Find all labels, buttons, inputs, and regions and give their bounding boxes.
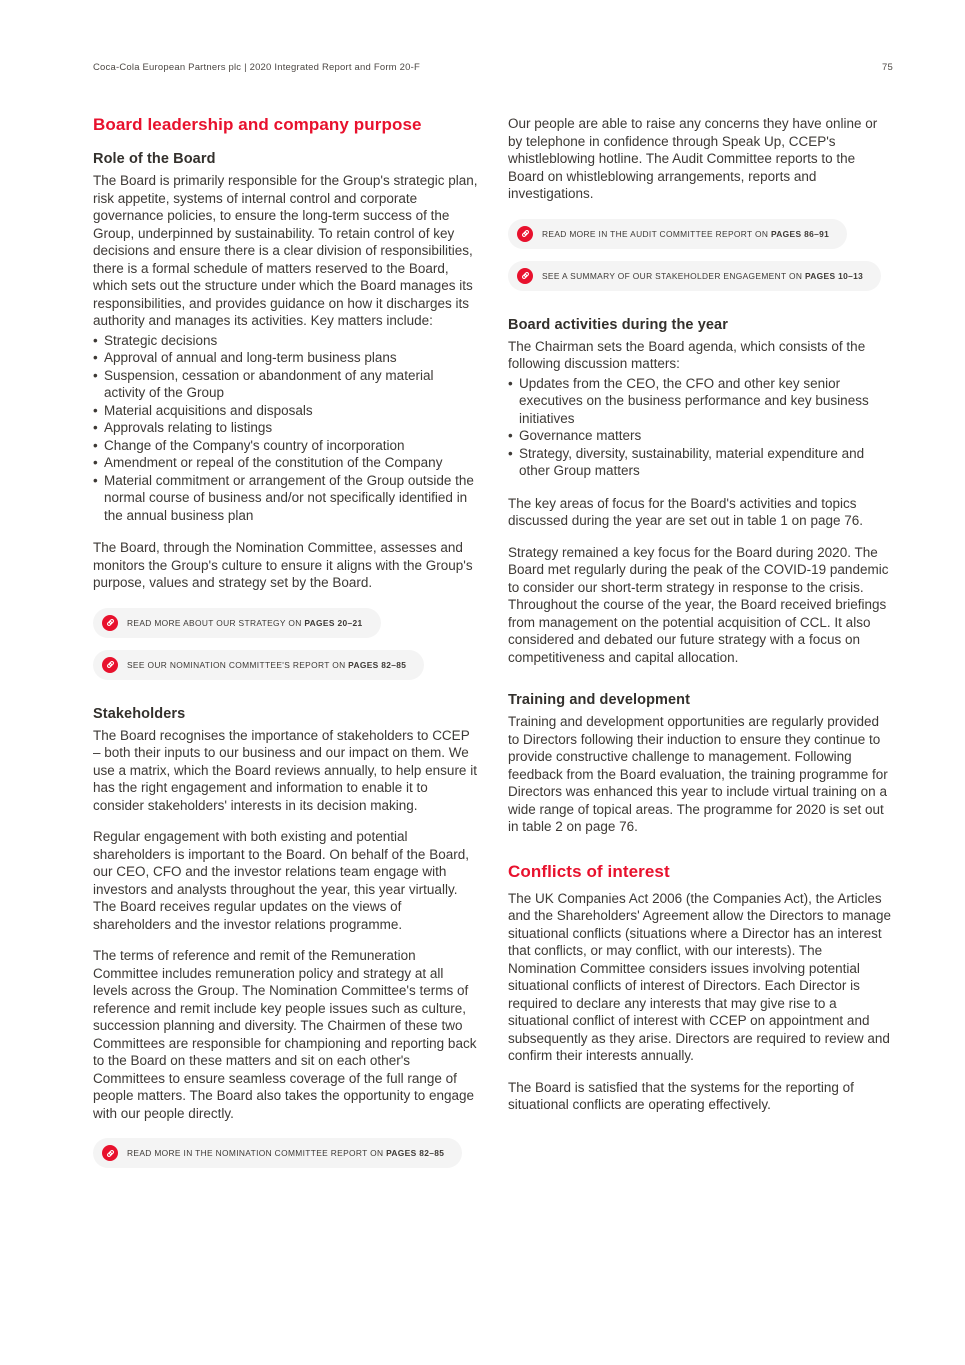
paragraph-stakeholders-1: The Board recognises the importance of stakeholders to CCEP – both their inputs to our business and our impact on them. We use a matrix, which the Board reviews annually, to help ensure it has the right engagement and information to enable it to consider stakeholders' interests in its decision making. bbox=[93, 727, 477, 813]
activities-bullet-list bbox=[508, 375, 893, 480]
crossref-pages: PAGES 82–85 bbox=[386, 1148, 445, 1158]
crossref-pill-audit-committee[interactable] bbox=[508, 219, 847, 249]
crossref-pages: PAGES 82–85 bbox=[348, 659, 407, 670]
list-item: • Change of the Company's country of incorporation bbox=[93, 437, 478, 455]
crossref-pill-nomination-committee[interactable] bbox=[93, 650, 424, 680]
paragraph-speak-up: Our people are able to raise any concerns they have online or by telephone in confidence through Speak Up, CCEP's whistleblowing hotline. The Audit Committee reports to the Board on whistleblowing arrangements, reports and investigations. bbox=[508, 116, 878, 201]
section-title-board-leadership: Board leadership and company purpose bbox=[93, 115, 422, 134]
list-item: • Governance matters bbox=[508, 427, 893, 445]
crossref-label: READ MORE ABOUT OUR STRATEGY ON bbox=[127, 617, 305, 628]
paragraph-training: Training and development opportunities are regularly provided to Directors following their induction to ensure they continue to provide constructive challenge to management. Following feedback from the Board evaluation, the training programme for Directors was enhanced this year to include virtual training on a wide range of topical areas. The programme for 2020 is set out in table 2 on page 76. bbox=[508, 714, 888, 834]
list-item: • Updates from the CEO, the CFO and other key senior executives on the business performance and key business initiatives bbox=[508, 375, 893, 428]
crossref-pages: PAGES 20–21 bbox=[304, 617, 363, 628]
list-item: • Strategy, diversity, sustainability, material expenditure and other Group matters bbox=[508, 445, 893, 480]
crossref-label: READ MORE IN THE NOMINATION COMMITTEE REPORT ON bbox=[127, 1148, 387, 1158]
crossref-label: READ MORE IN THE AUDIT COMMITTEE REPORT ON bbox=[542, 228, 771, 239]
list-item: • Strategic decisions bbox=[93, 332, 478, 350]
subheading-training-development: Training and development bbox=[508, 692, 691, 708]
paragraph-conflicts-1: The UK Companies Act 2006 (the Companies Act), the Articles and the Shareholders' Agreement allow the Directors to manage situational conflicts (situations where a Director has an interest that conflicts, or may conflict, with our interests). The Nomination Committee considers issues involving potential situational conflicts of interest of Directors. Each Director is required to declare any interests that may give rise to a situational conflict of interest with CCEP on appointment and subsequently as they arise. Directors are required to review and confirm their interests annually. bbox=[508, 890, 892, 1063]
crossref-label: SEE OUR NOMINATION COMMITTEE'S REPORT ON bbox=[127, 659, 349, 670]
right-column bbox=[508, 115, 893, 1128]
list-item: • Suspension, cessation or abandonment of any material activity of the Group bbox=[93, 367, 478, 402]
paragraph-role-closing: The Board, through the Nomination Committee, assesses and monitors the Group's culture to ensure it aligns with the Group's purpose, values and strategy set by the Board. bbox=[93, 540, 473, 590]
crossref-pill-text bbox=[127, 660, 406, 670]
subheading-board-activities: Board activities during the year bbox=[508, 316, 728, 333]
crossref-pill-text bbox=[127, 1148, 444, 1158]
subheading-role-of-the-board: Role of the Board bbox=[93, 151, 216, 167]
paragraph-conflicts-2: The Board is satisfied that the systems for the reporting of situational conflicts are operating effectively. bbox=[508, 1079, 854, 1112]
page-header bbox=[93, 62, 893, 73]
two-column-layout bbox=[93, 115, 893, 1180]
crossref-pill-nomination-report[interactable] bbox=[93, 1138, 462, 1168]
subheading-stakeholders: Stakeholders bbox=[93, 705, 186, 722]
list-item: • Approvals relating to listings bbox=[93, 419, 478, 437]
section-title-conflicts-of-interest: Conflicts of interest bbox=[508, 861, 670, 881]
crossref-pill-stakeholder-engagement[interactable] bbox=[508, 261, 881, 291]
crossref-pills bbox=[508, 219, 893, 291]
list-item: • Material commitment or arrangement of the Group outside the normal course of business and/or not specifically identified in the annual business plan bbox=[93, 472, 478, 525]
paragraph-activities-focus: The key areas of focus for the Board's activities and topics discussed during the year are set out in table 1 on page 76. bbox=[508, 495, 863, 528]
paragraph-role-intro: The Board is primarily responsible for the Group's strategic plan, risk appetite, systems of internal control and corporate governance policies, to ensure the long-term success of the Group, underpinned by sustainability. To retain control of key decisions and ensure there is a clear division of responsibilities, there is a formal schedule of matters reserved to the Board, which sets out the structure under which the Board manages its responsibilities, and provides guidance on how it discharges its authority and manages its activities. Key matters include: bbox=[93, 173, 478, 328]
crossref-pill-text bbox=[542, 229, 829, 239]
crossref-pill-strategy[interactable] bbox=[93, 608, 381, 638]
crossref-pills bbox=[93, 608, 478, 680]
left-column bbox=[93, 115, 478, 1180]
list-item: • Material acquisitions and disposals bbox=[93, 402, 478, 420]
header-doc-title: Coca-Cola European Partners plc | 2020 Integrated Report and Form 20-F bbox=[93, 62, 420, 73]
list-item: • Amendment or repeal of the constitution of the Company bbox=[93, 454, 478, 472]
page-number: 75 bbox=[882, 62, 893, 73]
role-bullet-list bbox=[93, 332, 478, 525]
crossref-pill-text bbox=[542, 271, 863, 281]
link-icon bbox=[517, 268, 533, 284]
link-icon bbox=[102, 1145, 118, 1161]
crossref-pill-text bbox=[127, 618, 363, 628]
paragraph-activities-strategy: Strategy remained a key focus for the Board during 2020. The Board met regularly during the peak of the COVID-19 pandemic to consider our short-term strategy in response to the crisis. Throughout the course of the year, the Board received briefings from management on the potential acquisition of CCL. It also considered and debated our future strategy with a focus on competitiveness and capital allocation. bbox=[508, 544, 889, 665]
paragraph-activities-intro: The Chairman sets the Board agenda, which consists of the following discussion matters: bbox=[508, 338, 866, 371]
crossref-pages: PAGES 10–13 bbox=[804, 270, 864, 281]
crossref-pages: PAGES 86–91 bbox=[770, 228, 830, 239]
paragraph-stakeholders-2: Regular engagement with both existing and potential shareholders is important to the Board. On behalf of the Board, our CEO, CFO and the investor relations team engage with investors and analysts throughout the year, this year virtually. The Board receives regular updates on the views of shareholders and the investor relations programme. bbox=[93, 829, 469, 932]
crossref-label: SEE A SUMMARY OF OUR STAKEHOLDER ENGAGEMENT ON bbox=[542, 270, 805, 281]
list-item: • Approval of annual and long-term business plans bbox=[93, 349, 478, 367]
link-icon bbox=[517, 226, 533, 242]
paragraph-stakeholders-3: The terms of reference and remit of the Remuneration Committee includes remuneration policy and strategy at all levels across the Group. The Nomination Committee's terms of reference and remit include key people issues such as culture, succession planning and diversity. The Chairmen of these two Committees are responsible for championing and reporting back to the Board on these matters and sit on each other's Committees to ensure seamless coverage of the full range of people matters. The Board also takes the opportunity to engage with our people directly. bbox=[93, 948, 477, 1121]
link-icon bbox=[102, 657, 118, 673]
crossref-pills bbox=[93, 1138, 478, 1168]
link-icon bbox=[102, 615, 118, 631]
